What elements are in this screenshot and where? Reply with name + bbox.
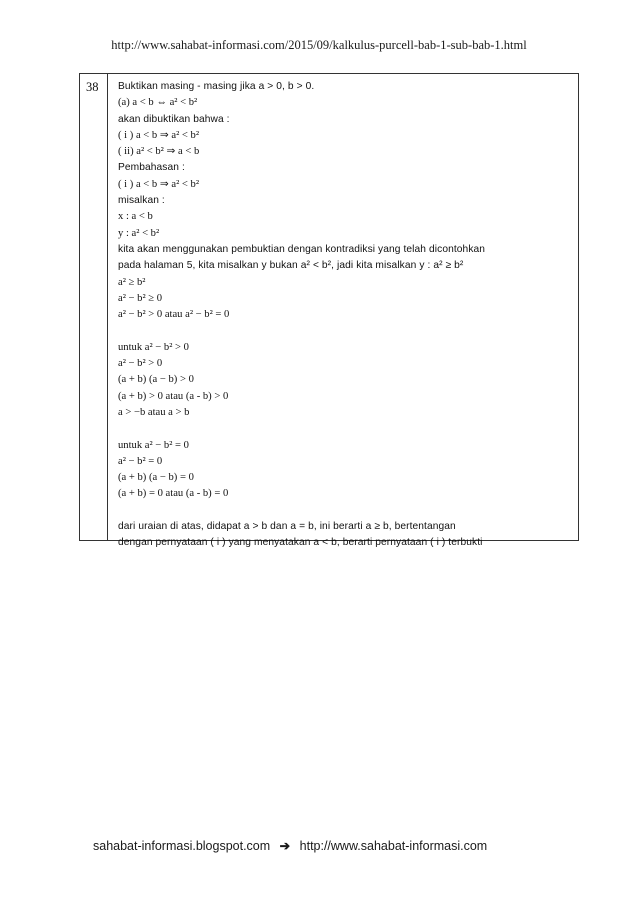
step-line: a > −b atau a > b xyxy=(118,406,190,418)
method-line-1: kita akan menggunakan pembuktian dengan kontradiksi yang telah dicontohkan xyxy=(118,243,486,255)
suppose-line: misalkan : xyxy=(118,195,165,207)
statement-line: Buktikan masing - masing jika a > 0, b > 0. xyxy=(118,81,315,92)
page-footer xyxy=(93,838,487,853)
step-line: a² − b² ≥ 0 xyxy=(118,292,163,304)
arrow-right-icon: ➔ xyxy=(279,839,291,853)
goal-ii-line: ( ii) a² < b² ⇒ a < b xyxy=(118,146,200,158)
conclusion-line-2: dengan pernyataan ( i ) yang menyatakan a < b, berarti pernyataan ( i ) terbukti xyxy=(118,537,483,549)
problem-number-cell xyxy=(80,74,108,540)
step-line: a² − b² > 0 atau a² − b² = 0 xyxy=(118,309,230,321)
footer-blog-link[interactable]: sahabat-informasi.blogspot.com xyxy=(93,839,271,853)
case-2-heading: untuk a² − b² = 0 xyxy=(118,439,189,451)
conclusion-line-1: dari uraian di atas, didapat a > b dan a = b, ini berarti a ≥ b, bertentangan xyxy=(118,521,456,533)
step-line: a² − b² = 0 xyxy=(118,455,163,467)
step-line: (a + b) (a − b) = 0 xyxy=(118,472,194,484)
discussion-i-line: ( i ) a < b ⇒ a² < b² xyxy=(118,178,200,190)
problem-number: 38 xyxy=(86,80,99,94)
statement-part-a: (a) a < b ⇔ a² < b² xyxy=(118,97,198,109)
step-line: a² − b² > 0 xyxy=(118,358,163,370)
step-line: a² ≥ b² xyxy=(118,276,146,288)
goal-intro-line: akan dibuktikan bahwa : xyxy=(118,113,230,125)
page-header-url: http://www.sahabat-informasi.com/2015/09/kalkulus-purcell-bab-1-sub-bab-1.html xyxy=(111,38,527,52)
case-1-heading: untuk a² − b² > 0 xyxy=(118,341,189,353)
footer-site-link[interactable]: http://www.sahabat-informasi.com xyxy=(299,839,488,853)
problem-content xyxy=(118,79,572,552)
goal-i-line: ( i ) a < b ⇒ a² < b² xyxy=(118,129,200,141)
blank-line xyxy=(118,421,572,437)
step-line: (a + b) = 0 atau (a - b) = 0 xyxy=(118,488,229,500)
step-line: (a + b) > 0 atau (a - b) > 0 xyxy=(118,390,229,402)
blank-line xyxy=(118,323,572,339)
step-line: (a + b) (a − b) > 0 xyxy=(118,374,194,386)
method-line-2: pada halaman 5, kita misalkan y bukan a² < b², jadi kita misalkan y : a² ≥ b² xyxy=(118,260,464,272)
proposition-y: y : a² < b² xyxy=(118,227,160,239)
proposition-x: x : a < b xyxy=(118,211,153,223)
discussion-heading: Pembahasan : xyxy=(118,162,185,174)
blank-line xyxy=(118,503,572,519)
problem-table xyxy=(79,73,579,549)
